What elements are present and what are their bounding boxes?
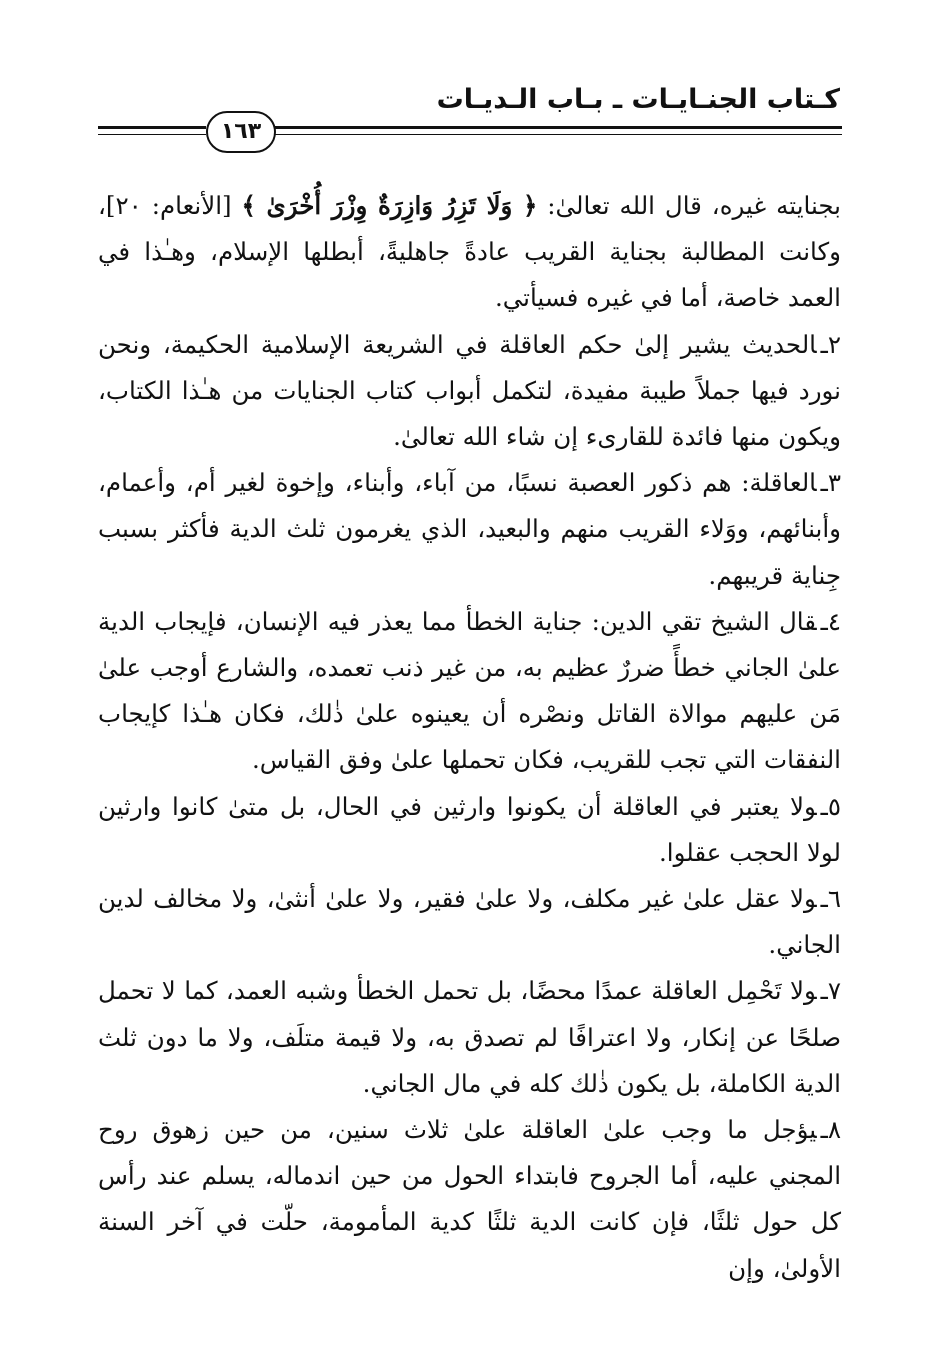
item-text: ولا تَحْمِل العاقلة عمدًا محضًا، بل تحمل الخطأ وشبه العمد، كما لا تحمل صلحًا عن إنكار، ولا اعترافًا لم تصدق به، ولا قيمة متلَف، ولا ما دون ثلث الدية الكاملة، بل يكون ذٰلك كله في مال الجاني. [98, 976, 841, 1098]
item-number: ٢ـ [820, 329, 841, 359]
list-item [98, 1107, 841, 1292]
item-text: ولا يعتبر في العاقلة أن يكونوا وارثين في الحال، بل متىٰ كانوا وارثين لولا الحجب عقلوا. [98, 791, 841, 867]
list-item [98, 460, 841, 599]
item-number: ٥ـ [820, 791, 841, 821]
item-text: ولا عقل علىٰ غير مكلف، ولا علىٰ فقير، ولا علىٰ أنثىٰ، ولا مخالف لدين الجاني. [98, 884, 841, 960]
page-number: ١٦٣ [206, 111, 276, 153]
list-item [98, 784, 841, 876]
header-rule-left [98, 126, 206, 129]
list-item [98, 322, 841, 461]
item-text: يؤجل ما وجب علىٰ العاقلة علىٰ ثلاث سنين، من حين زهوق روح المجني عليه، أما الجروح فابتداء الحول من حين اندماله، يسلم عند رأس كل حول ثلثًا، فإن كانت الدية ثلثًا كدية المأمومة، حلّت في آخر السنة الأولىٰ، وإن [98, 1115, 841, 1283]
intro-paragraph [98, 183, 841, 322]
list-item [98, 876, 841, 968]
intro-text-after: [الأنعام: ٢٠]، وكانت المطالبة بجناية القريب عادةً جاهليةً، أبطلها الإسلام، وهـٰذا في العمد خاصة، أما في غيره فسيأتي. [98, 191, 841, 313]
intro-text-before: بجنايته غيره، قال الله تعالىٰ: [537, 191, 841, 220]
header-rule-right-thin [272, 134, 842, 135]
running-title: كـتاب الجنـايـات ـ بـاب الـديـات [436, 84, 840, 115]
item-number: ٧ـ [820, 976, 841, 1006]
item-number: ٨ـ [820, 1115, 841, 1145]
item-text: قال الشيخ تقي الدين: جناية الخطأ مما يعذر فيه الإنسان، فإيجاب الدية علىٰ الجاني خطأً ضررٌ عظيم به، من غير ذنب تعمده، والشارع أوجب علىٰ مَن عليهم موالاة القاتل ونصْره أن يعينوه علىٰ ذٰلك، فكان هـٰذا كإيجاب النفقات التي تجب للقريب، فكان تحملها علىٰ وفق القياس. [98, 606, 841, 775]
page-body [98, 183, 841, 1292]
item-number: ٤ـ [820, 606, 841, 636]
header-rule-right [272, 126, 842, 129]
header-rule-left-thin [98, 134, 206, 135]
list-item [98, 599, 841, 784]
item-text: العاقلة: هم ذكور العصبة نسبًا، من آباء، وأبناء، وإخوة لغير أم، وأعمام، وأبنائهم، ووَلاء القريب منهم والبعيد، الذي يغرمون ثلث الدية فأكثر بسبب جِناية قريبهم. [98, 468, 841, 590]
list-item [98, 968, 841, 1107]
item-number: ٦ـ [820, 884, 841, 914]
item-number: ٣ـ [820, 468, 841, 498]
item-text: الحديث يشير إلىٰ حكم العاقلة في الشريعة الإسلامية الحكيمة، ونحن نورد فيها جملاً طيبة مفيدة، لتكمل أبواب كتاب الجنايات من هـٰذا الكتاب، ويكون منها فائدة للقارىء إن شاء الله تعالىٰ. [98, 329, 841, 452]
quran-verse: ﴿ وَلَا تَزِرُ وَازِرَةٌ وِزْرَ أُخْرَىٰ ﴾ [241, 191, 538, 220]
